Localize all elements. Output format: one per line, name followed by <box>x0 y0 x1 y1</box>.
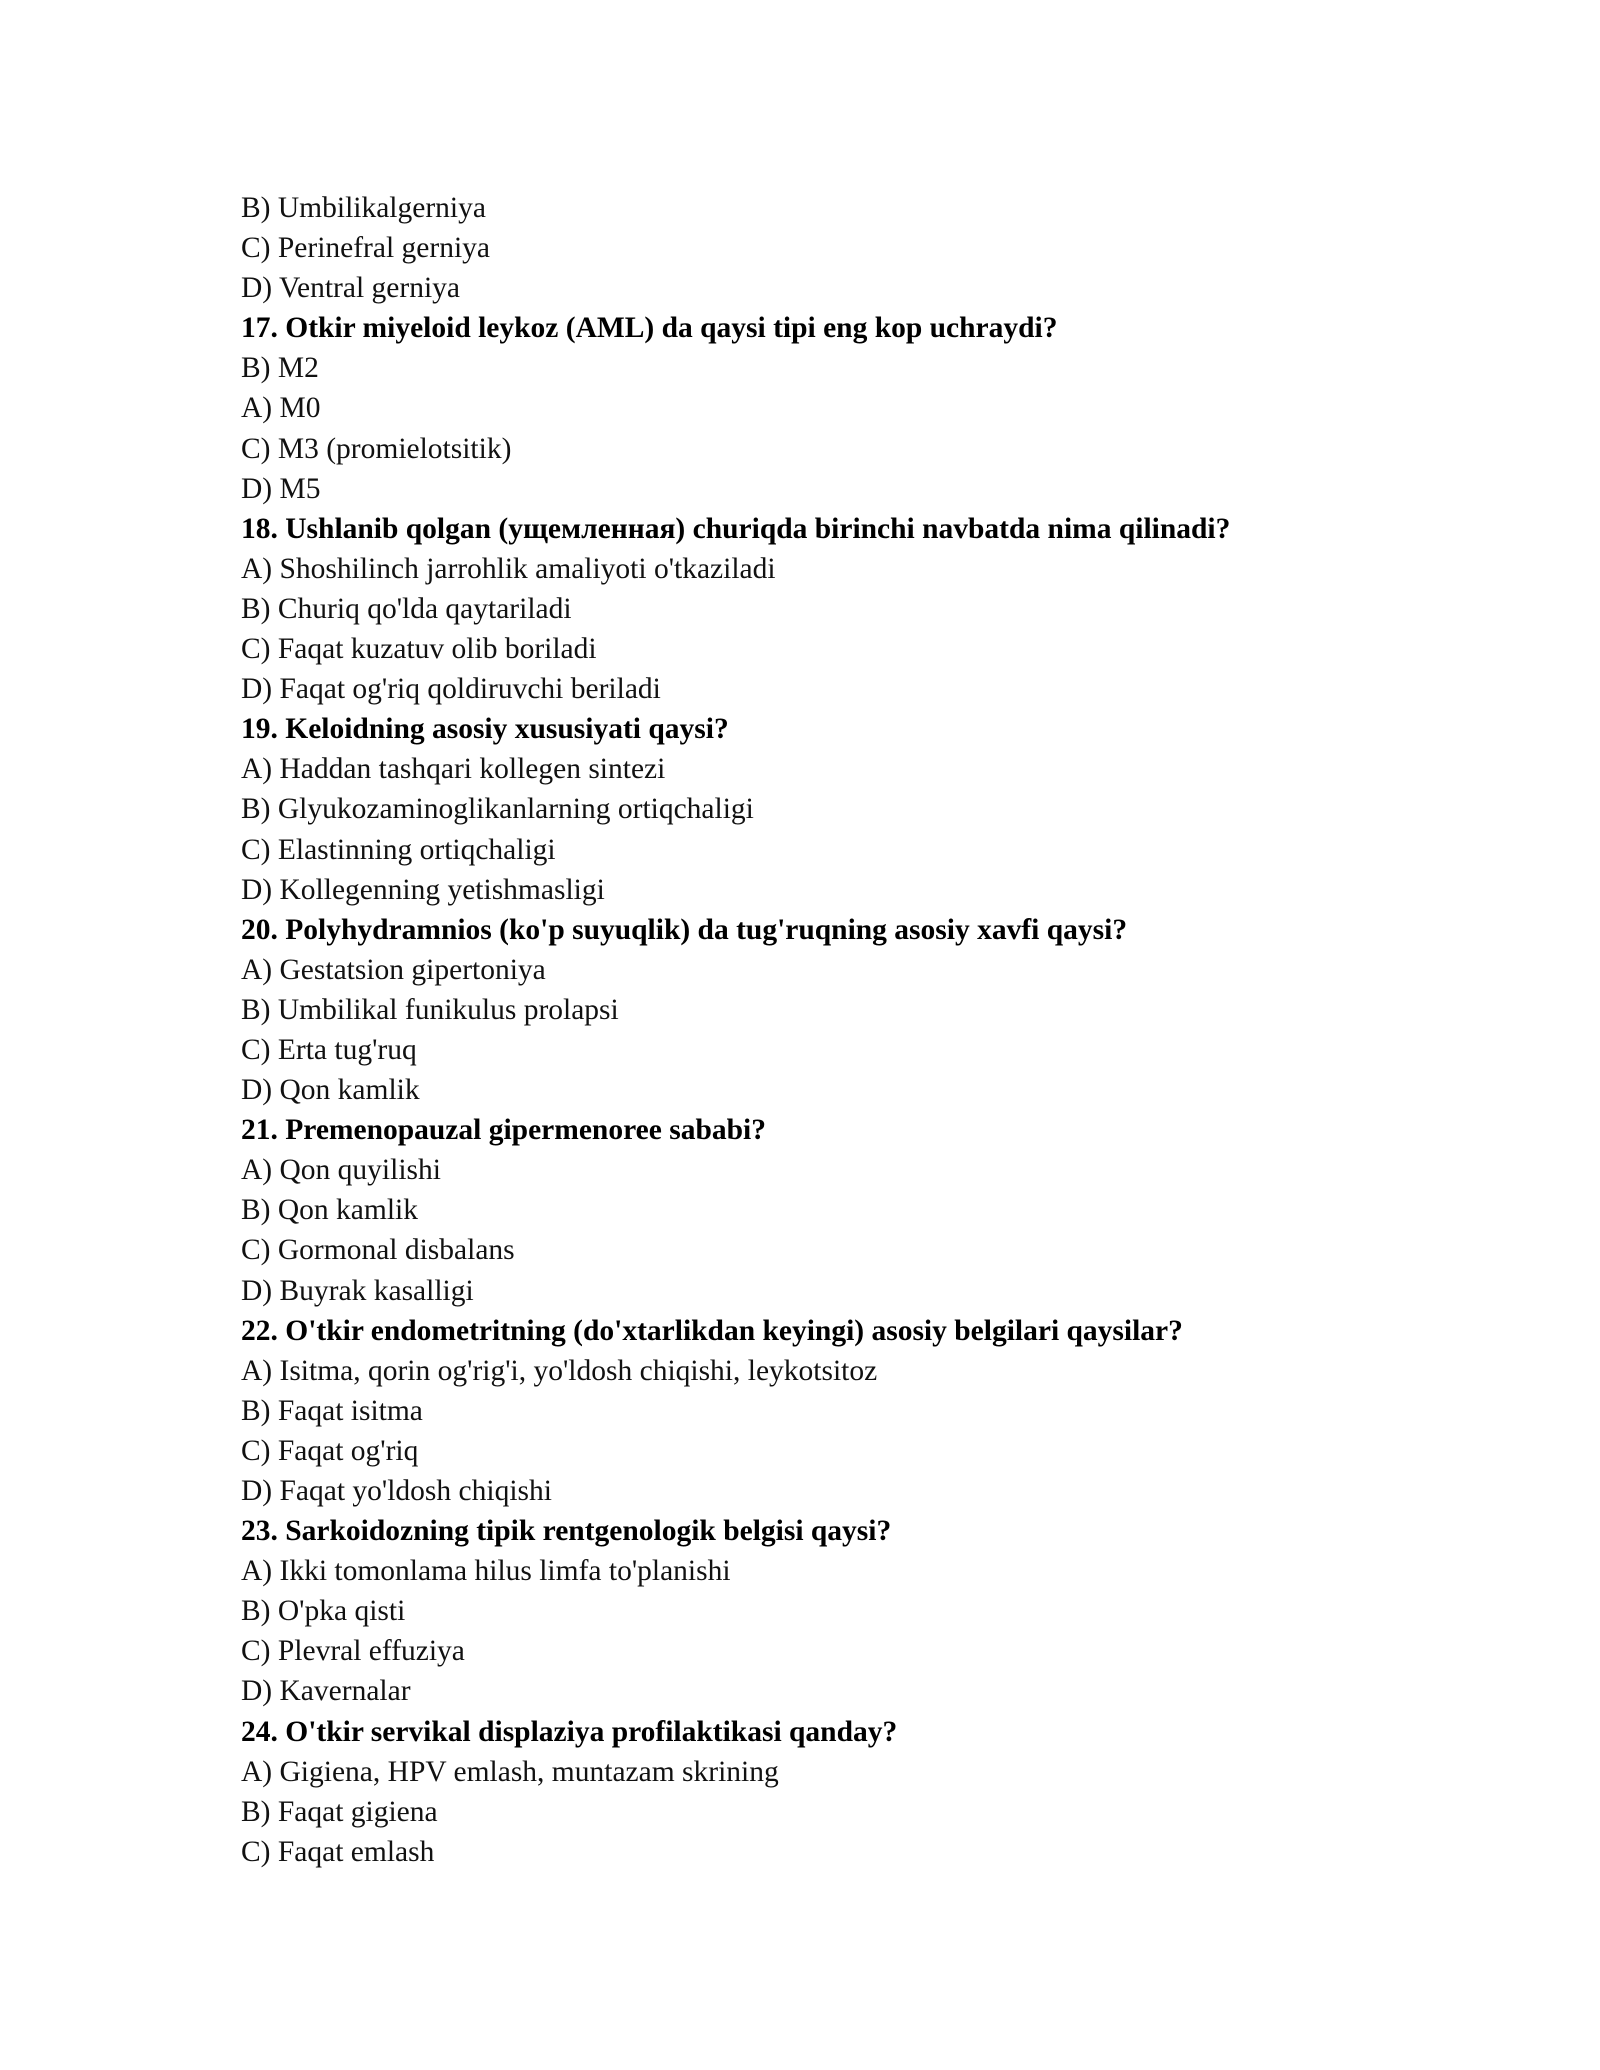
question-text: 24. O'tkir servikal displaziya profilaktikasi qanday? <box>241 1715 898 1748</box>
question-text: 18. Ushlanib qolgan (ущемленная) churiqda birinchi navbatda nima qilinadi? <box>241 512 1231 545</box>
answer-option: B) Churiq qo'lda qaytariladi <box>241 592 572 625</box>
answer-option: A) Isitma, qorin og'rig'i, yo'ldosh chiqishi, leykotsitoz <box>241 1354 878 1387</box>
answer-option: B) M2 <box>241 352 319 385</box>
answer-option: D) Faqat og'riq qoldiruvchi beriladi <box>241 673 661 706</box>
answer-option: D) M5 <box>241 472 321 505</box>
answer-option: B) Umbilikal funikulus prolapsi <box>241 993 619 1026</box>
document-body <box>241 188 1441 1872</box>
question-text: 21. Premenopauzal gipermenoree sababi? <box>241 1114 766 1147</box>
question-text: 19. Keloidning asosiy xususiyati qaysi? <box>241 713 729 746</box>
question-text: 17. Otkir miyeloid leykoz (AML) da qaysi tipi eng kop uchraydi? <box>241 312 1058 345</box>
answer-option: C) Faqat og'riq <box>241 1434 419 1467</box>
question-text: 23. Sarkoidozning tipik rentgenologik belgisi qaysi? <box>241 1515 892 1548</box>
answer-option: D) Ventral gerniya <box>241 272 460 305</box>
answer-option: D) Qon kamlik <box>241 1074 420 1107</box>
answer-option: A) Haddan tashqari kollegen sintezi <box>241 753 666 786</box>
answer-option: D) Kollegenning yetishmasligi <box>241 873 605 906</box>
answer-option: A) M0 <box>241 392 321 425</box>
answer-option: C) Elastinning ortiqchaligi <box>241 833 556 866</box>
question-text: 20. Polyhydramnios (ko'p suyuqlik) da tug'ruqning asosiy xavfi qaysi? <box>241 913 1128 946</box>
answer-option: A) Ikki tomonlama hilus limfa to'planishi <box>241 1555 731 1588</box>
answer-option: A) Gigiena, HPV emlash, muntazam skrining <box>241 1755 779 1788</box>
answer-option: B) Umbilikalgerniya <box>241 192 486 224</box>
answer-option: C) Plevral effuziya <box>241 1635 465 1668</box>
answer-option: B) Glyukozaminoglikanlarning ortiqchaligi <box>241 793 754 826</box>
answer-option: C) Erta tug'ruq <box>241 1033 417 1066</box>
question-text: 22. O'tkir endometritning (do'xtarlikdan keyingi) asosiy belgilari qaysilar? <box>241 1314 1183 1347</box>
answer-option: C) Faqat emlash <box>241 1835 435 1868</box>
answer-option: A) Gestatsion gipertoniya <box>241 953 546 986</box>
answer-option: B) Qon kamlik <box>241 1194 418 1227</box>
answer-option: C) Gormonal disbalans <box>241 1234 515 1267</box>
answer-option: C) Perinefral gerniya <box>241 232 491 265</box>
answer-option: C) Faqat kuzatuv olib boriladi <box>241 633 597 666</box>
answer-option: A) Shoshilinch jarrohlik amaliyoti o'tkaziladi <box>241 552 776 585</box>
answer-option: D) Faqat yo'ldosh chiqishi <box>241 1475 552 1507</box>
answer-option: D) Buyrak kasalligi <box>241 1274 474 1307</box>
answer-option: B) Faqat gigiena <box>241 1795 438 1828</box>
answer-option: B) O'pka qisti <box>241 1595 406 1628</box>
answer-option: A) Qon quyilishi <box>241 1154 441 1187</box>
answer-option: D) Kavernalar <box>241 1675 411 1708</box>
answer-option: C) M3 (promielotsitik) <box>241 432 512 465</box>
answer-option: B) Faqat isitma <box>241 1394 423 1427</box>
